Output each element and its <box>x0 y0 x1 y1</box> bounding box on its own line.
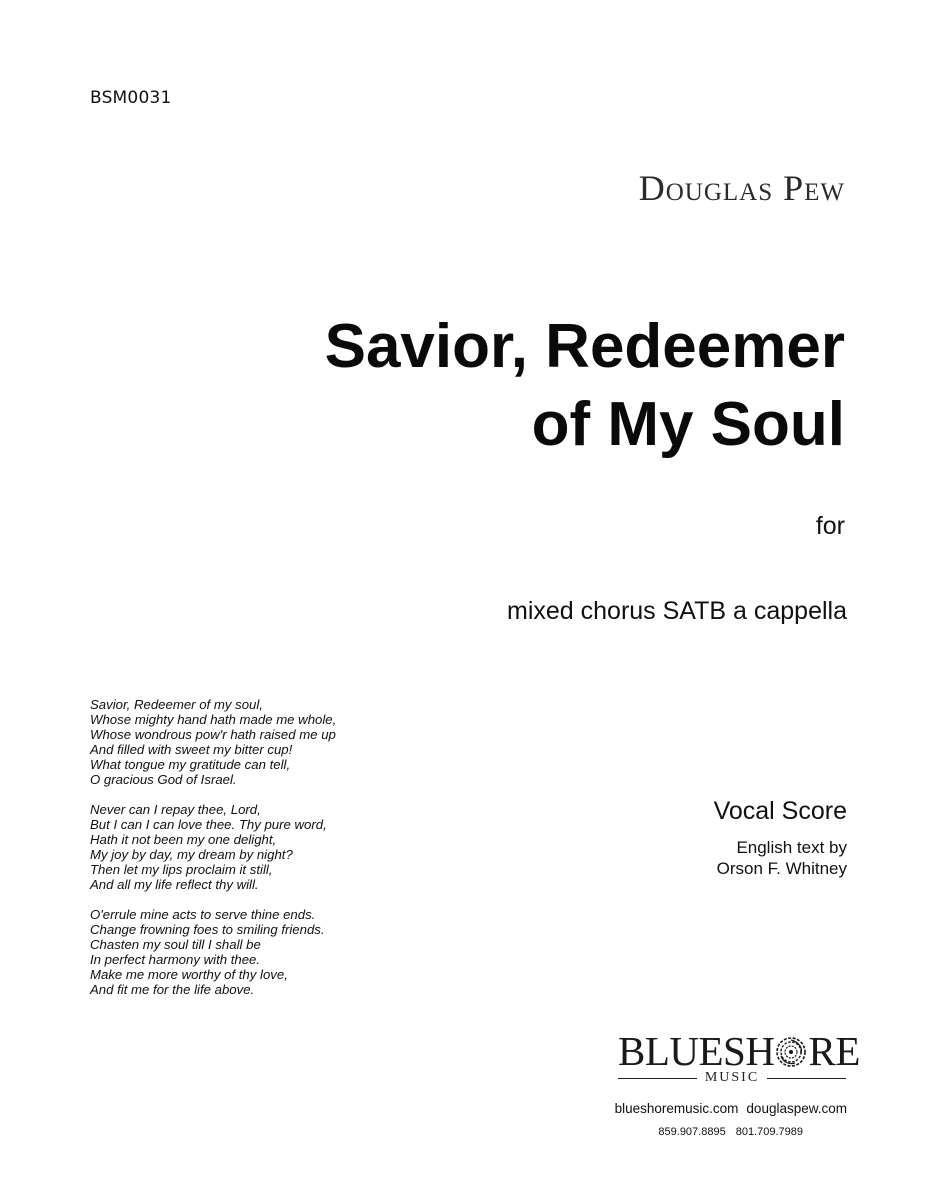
lyric-line: Change frowning foes to smiling friends. <box>90 922 325 937</box>
lyric-line: Hath it not been my one delight, <box>90 832 277 847</box>
logo-divider-right <box>767 1078 846 1079</box>
logo-divider-left <box>618 1078 697 1079</box>
lyric-line: In perfect harmony with thee. <box>90 952 261 967</box>
lyric-line: And filled with sweet my bitter cup! <box>90 742 293 757</box>
lyrics-text <box>90 697 336 1012</box>
logo-music-row <box>618 1068 846 1088</box>
lyric-line: My joy by day, my dream by night? <box>90 847 293 862</box>
for-label: for <box>815 512 845 540</box>
lyric-line: O'errule mine acts to serve thine ends. <box>90 907 316 922</box>
publisher-websites <box>615 1101 847 1116</box>
catalog-number: BSM0031 <box>90 88 172 108</box>
lyric-line: Then let my lips proclaim it still, <box>90 862 273 877</box>
blueshore-music-logo <box>618 1028 860 1088</box>
lyric-line: Whose wondrous pow'r hath raised me up <box>90 727 336 742</box>
logo-text-part1: BLUESH <box>618 1028 775 1074</box>
phone-number: 859.907.8895 <box>658 1126 726 1138</box>
website-link[interactable]: blueshoremusic.com <box>614 1101 739 1116</box>
lyric-line: Make me more worthy of thy love, <box>90 967 288 982</box>
lyric-line: Chasten my soul till I shall be <box>90 937 261 952</box>
text-credit <box>717 837 847 879</box>
lyric-line: Savior, Redeemer of my soul, <box>90 697 263 712</box>
lyric-line: Never can I repay thee, Lord, <box>90 802 261 817</box>
lyric-line: What tongue my gratitude can tell, <box>90 757 291 772</box>
lyrics-stanza-3 <box>90 907 336 997</box>
text-credit-line-1: English text by <box>736 838 847 857</box>
logo-subtext: MUSIC <box>704 1070 760 1085</box>
wave-swirl-icon <box>775 1036 807 1068</box>
lyrics-stanza-2 <box>90 802 336 892</box>
title-line-2: of My Soul <box>531 390 845 459</box>
composer-name: Douglas Pew <box>638 168 845 208</box>
score-title <box>325 308 845 464</box>
logo-wordmark <box>618 1028 860 1074</box>
publisher-phones <box>658 1126 803 1138</box>
score-type: Vocal Score <box>713 797 847 825</box>
lyric-line: And all my life reflect thy will. <box>90 877 259 892</box>
text-credit-author: Orson F. Whitney <box>716 859 847 878</box>
logo-text-part2: RE <box>808 1028 860 1074</box>
title-line-1: Savior, Redeemer <box>324 312 845 381</box>
phone-number: 801.709.7989 <box>735 1126 803 1138</box>
instrumentation: mixed chorus SATB a cappella <box>507 597 847 625</box>
lyric-line: O gracious God of Israel. <box>90 772 237 787</box>
lyrics-stanza-1 <box>90 697 336 787</box>
lyric-line: But I can I can love thee. Thy pure word, <box>90 817 327 832</box>
website-link[interactable]: douglaspew.com <box>746 1101 847 1116</box>
lyric-line: Whose mighty hand hath made me whole, <box>90 712 337 727</box>
lyric-line: And fit me for the life above. <box>90 982 255 997</box>
